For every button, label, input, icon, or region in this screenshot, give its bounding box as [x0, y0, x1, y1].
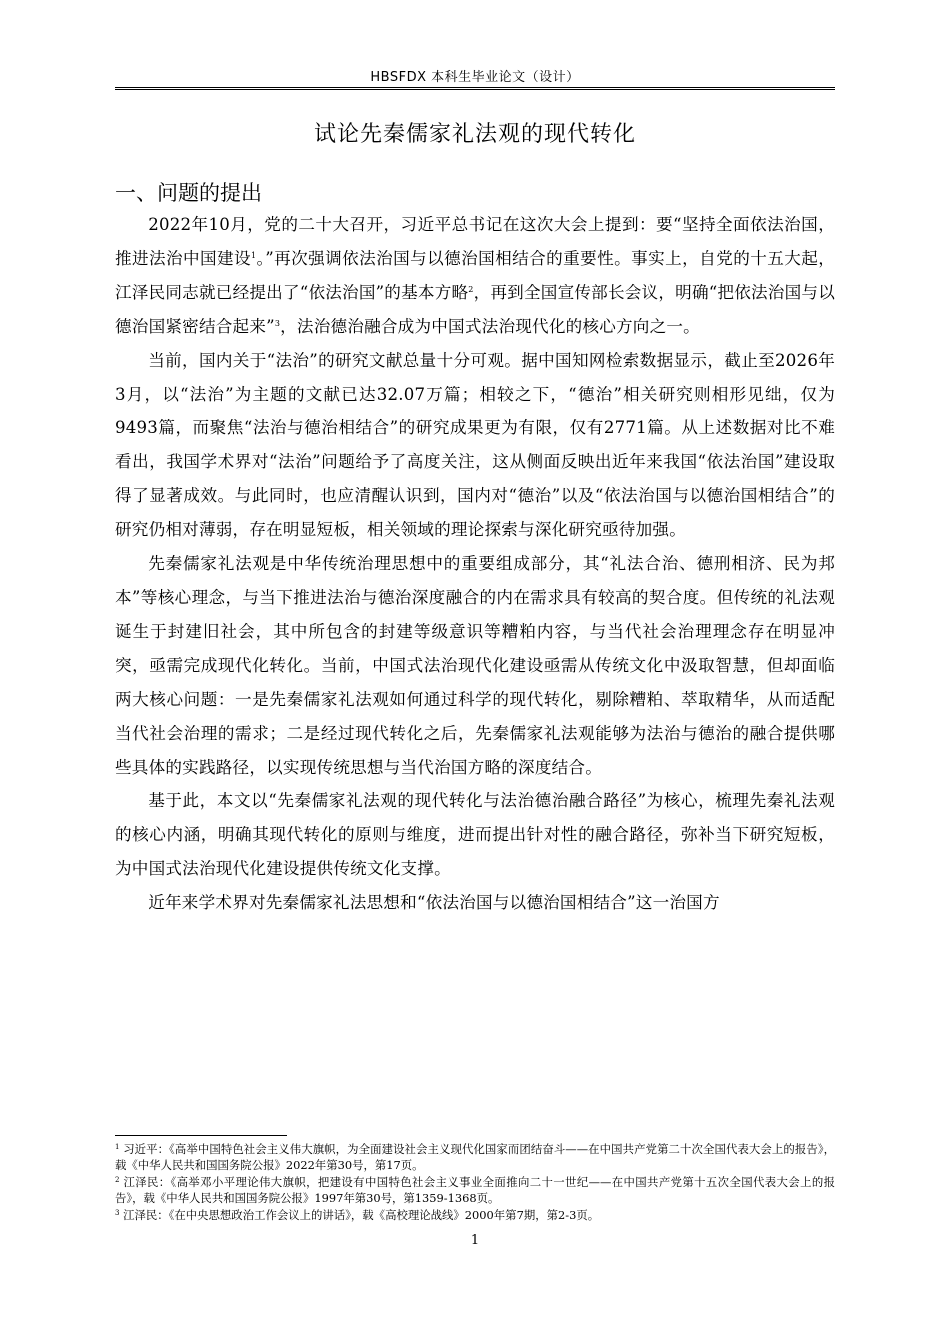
paragraph-1 [115, 208, 835, 344]
footnote-3 [115, 1207, 835, 1223]
page-number: 1 [470, 1233, 480, 1248]
footnote-mark: 1 [115, 1143, 120, 1151]
footnotes [115, 1141, 835, 1223]
footnote-ref-1[interactable]: 1 [251, 250, 257, 260]
footnote-text: 江泽民：《高举邓小平理论伟大旗帜，把建设有中国特色社会主义事业全面推向二十一世纪——在中国共产党第十五次全国代表大会上的报告》，载《中华人民共和国国务院公报》1997年第30号，第1359-1368页。 [115, 1174, 836, 1206]
running-header: HBSFDX 本科生毕业论文（设计） [370, 70, 580, 85]
footnote-1 [115, 1141, 835, 1174]
section-heading: 一、问题的提出 [115, 181, 262, 205]
body-text [115, 208, 835, 920]
paragraph-2: 当前，国内关于“法治”的研究文献总量十分可观。据中国知网检索数据显示，截止至2026年3月，以“法治”为主题的文献已达32.07万篇；相较之下，“德治”相关研究则相形见绌，仅为9493篇，而聚焦“法治与德治相结合”的研究成果更为有限，仅有2771篇。从上述数据对比不难看出，我国学术界对“法治”问题给予了高度关注，这从侧面反映出近年来我国“依法治国”建设取得了显著成效。与此同时，也应清醒认识到，国内对“德治”以及“依法治国与以德治国相结合”的研究仍相对薄弱，存在明显短板，相关领域的理论探索与深化研究亟待加强。 [115, 350, 835, 540]
footnote-mark: 2 [115, 1175, 120, 1184]
paragraph-1-part-c: ，再到全国宣传部长会议，明确“把依法治国与以德治国紧密结合起来” [115, 282, 835, 336]
footnote-ref-3[interactable]: 3 [274, 318, 281, 328]
paragraph-1-part-b: 。”再次强调依法治国与以德治国相结合的重要性。事实上，自党的十五大起，江泽民同志就已经提出了“依法治国”的基本方略 [115, 248, 835, 302]
paragraph-5: 近年来学术界对先秦儒家礼法思想和“依法治国与以德治国相结合”这一治国方 [148, 893, 720, 913]
paragraph-4: 基于此，本文以“先秦儒家礼法观的现代转化与法治德治融合路径”为核心，梳理先秦礼法观的核心内涵，明确其现代转化的原则与维度，进而提出针对性的融合路径，弥补当下研究短板，为中国式法治现代化建设提供传统文化支撑。 [115, 791, 835, 879]
paragraph-1-part-a: 2022年10月，党的二十大召开，习近平总书记在这次大会上提到：要“坚持全面依法治国，推进法治中国建设 [115, 215, 835, 268]
footnote-mark: 3 [115, 1208, 120, 1217]
footnote-separator [115, 1135, 287, 1136]
footnote-text: 江泽民：《在中央思想政治工作会议上的讲话》，载《高校理论战线》2000年第7期，第2-3页。 [123, 1207, 600, 1222]
header-rule [115, 87, 835, 90]
footnote-text: 习近平：《高举中国特色社会主义伟大旗帜，为全面建设社会主义现代化国家而团结奋斗——在中国共产党第二十次全国代表大会上的报告》，载《中华人民共和国国务院公报》2022年第30号，第17页。 [115, 1142, 835, 1173]
footnote-2 [115, 1174, 835, 1207]
paper-title: 试论先秦儒家礼法观的现代转化 [313, 122, 636, 147]
paragraph-1-part-d: ，法治德治融合成为中国式法治现代化的核心方向之一。 [280, 316, 700, 336]
footnote-ref-2[interactable]: 2 [468, 284, 474, 294]
paragraph-3: 先秦儒家礼法观是中华传统治理思想中的重要组成部分，其“礼法合治、德刑相济、民为邦本”等核心理念，与当下推进法治与德治深度融合的内在需求具有较高的契合度。但传统的礼法观诞生于封建旧社会，其中所包含的封建等级意识等糟粕内容，与当代社会治理理念存在明显冲突，亟需完成现代化转化。当前，中国式法治现代化建设亟需从传统文化中汲取智慧，但却面临两大核心问题：一是先秦儒家礼法观如何通过科学的现代转化，剔除糟粕、萃取精华，从而适配当代社会治理的需求；二是经过现代转化之后，先秦儒家礼法观能够为法治与德治的融合提供哪些具体的实践路径，以实现传统思想与当代治国方略的深度结合。 [115, 554, 835, 777]
